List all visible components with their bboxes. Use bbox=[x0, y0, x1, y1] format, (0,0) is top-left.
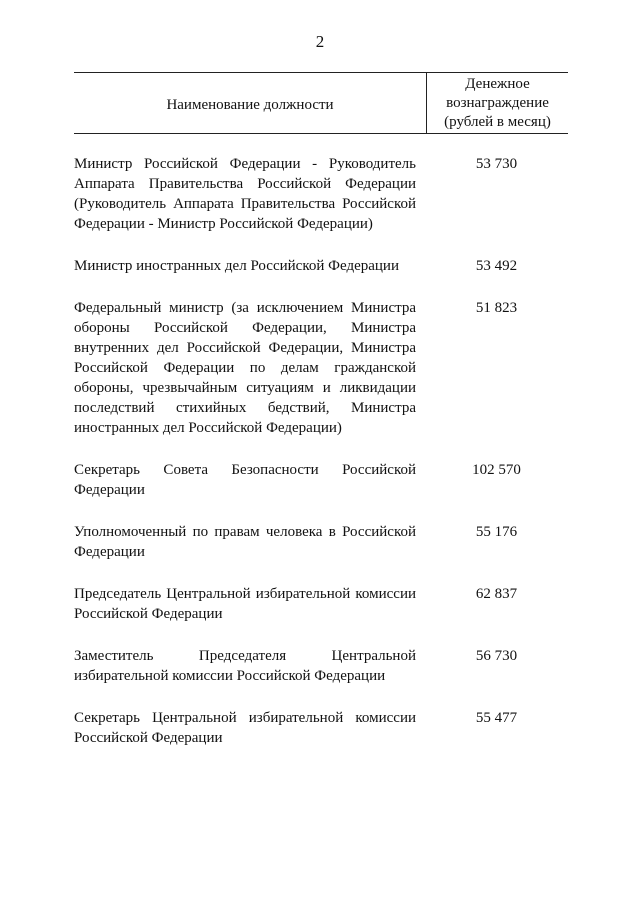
salary-value: 56 730 bbox=[475, 648, 518, 664]
table-row bbox=[74, 584, 568, 624]
salary-value: 51 823 bbox=[475, 300, 518, 316]
salary-value: 55 477 bbox=[475, 710, 518, 726]
table-row bbox=[74, 256, 568, 276]
salary-value: 102 570 bbox=[472, 462, 521, 478]
table-row bbox=[74, 646, 568, 686]
table-row bbox=[74, 708, 568, 748]
table-row bbox=[74, 298, 568, 438]
table-body bbox=[74, 154, 568, 770]
position-name: Секретарь Совета Безопасности Российской Федерации bbox=[74, 462, 416, 498]
salary-value: 53 730 bbox=[475, 156, 518, 172]
column-header-salary-line: Денежное bbox=[465, 76, 530, 92]
position-name: Министр Российской Федерации - Руководитель Аппарата Правительства Российской Федерации (Руководитель Аппарата Правительства Российской Федерации - Министр Российской Федерации) bbox=[74, 156, 416, 232]
table-row bbox=[74, 460, 568, 500]
table-row bbox=[74, 154, 568, 234]
position-name: Председатель Центральной избирательной комиссии Российской Федерации bbox=[74, 586, 416, 622]
position-name: Министр иностранных дел Российской Федерации bbox=[74, 258, 399, 274]
column-header-position: Наименование должности bbox=[166, 96, 334, 113]
page-number: 2 bbox=[315, 32, 325, 51]
salary-value: 62 837 bbox=[475, 586, 518, 602]
salary-value: 55 176 bbox=[475, 524, 518, 540]
table-row bbox=[74, 522, 568, 562]
column-header-salary-line: вознаграждение bbox=[446, 95, 549, 111]
position-name: Заместитель Председателя Центральной избирательной комиссии Российской Федерации bbox=[74, 648, 416, 684]
salary-table bbox=[74, 72, 568, 746]
column-header-salary bbox=[427, 75, 568, 132]
salary-value: 53 492 bbox=[475, 258, 518, 274]
position-name: Уполномоченный по правам человека в Российской Федерации bbox=[74, 524, 416, 560]
position-name: Федеральный министр (за исключением Министра обороны Российской Федерации, Министра внутренних дел Российской Федерации, Министра Российской Федерации по делам гражданской обороны, чрезвычайным ситуациям и ликвидации последствий стихийных бедствий, Министра иностранных дел Российской Федерации) bbox=[74, 300, 416, 436]
position-name: Секретарь Центральной избирательной комиссии Российской Федерации bbox=[74, 710, 416, 746]
column-header-salary-line: (рублей в месяц) bbox=[444, 114, 551, 130]
table-header bbox=[74, 72, 568, 134]
